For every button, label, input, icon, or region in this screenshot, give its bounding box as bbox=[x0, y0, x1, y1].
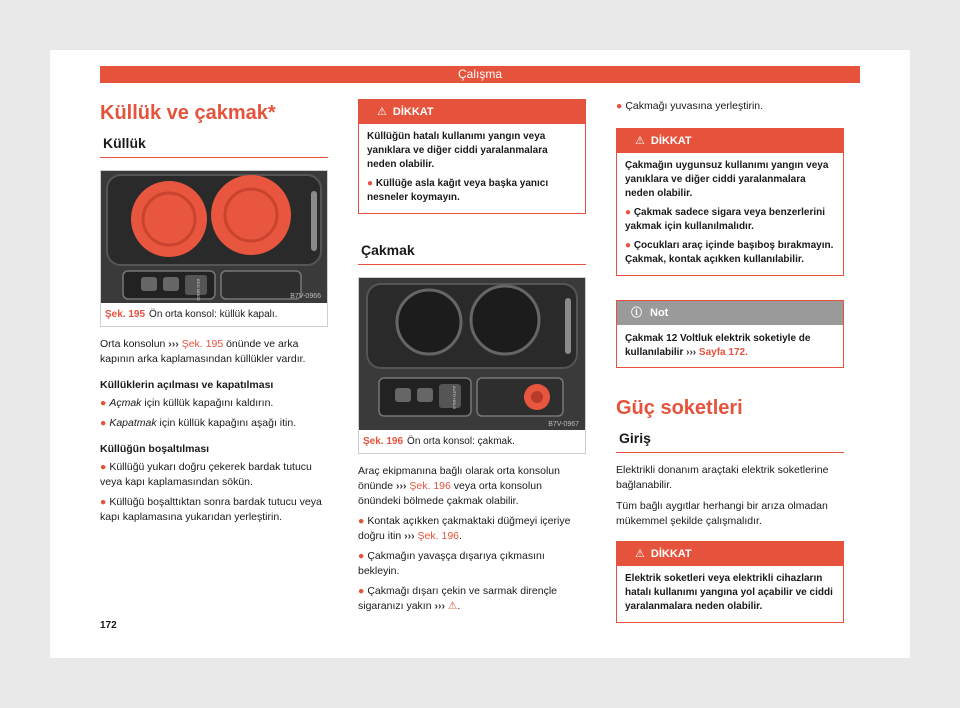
bullet-emphasis: Açmak bbox=[109, 397, 142, 409]
bullet-icon: ● bbox=[367, 178, 376, 189]
emptying-heading: Küllüğün boşaltılması bbox=[100, 443, 210, 455]
warning-header bbox=[359, 100, 585, 124]
bullet-icon: ● bbox=[100, 417, 107, 429]
bullet-icon: ● bbox=[100, 496, 107, 508]
open-close-heading: Küllüklerin açılması ve kapatılması bbox=[100, 379, 274, 391]
lighter-console-image bbox=[359, 278, 585, 430]
column-2 bbox=[358, 99, 586, 614]
warning-text: Çakmağın uygunsuz kullanımı yangın veya yanıklara ve diğer ciddi yaralanmalara neden olabilir. bbox=[625, 160, 829, 199]
figure-caption-text: Ön orta konsol: küllük kapalı. bbox=[149, 309, 278, 320]
bullet-icon: ● bbox=[100, 461, 107, 473]
bullet-emphasis: Kapatmak bbox=[109, 417, 157, 429]
bullet-icon: ● bbox=[616, 100, 623, 112]
figure-196 bbox=[358, 277, 586, 454]
note-box bbox=[616, 300, 844, 368]
power-intro-paragraph: Elektrikli donanım araçtaki elektrik soketlerine bağlanabilir. bbox=[616, 464, 829, 491]
warning-bullet-text: Küllüğe asla kağıt veya başka yanıcı nesneler koymayın. bbox=[367, 178, 549, 203]
figure-link[interactable]: Şek. 196 bbox=[409, 480, 451, 492]
warning-triangle-icon: ⚠ bbox=[377, 106, 387, 118]
subsection-title-intro bbox=[616, 430, 844, 453]
figure-ref: Şek. 195 bbox=[105, 309, 146, 320]
list-item bbox=[616, 99, 844, 114]
subsection-title-ashtray bbox=[100, 135, 328, 158]
power-devices-paragraph: Tüm bağlı aygıtlar herhangi bir arıza olmadan mükemmel şekilde çalışmalıdır. bbox=[616, 500, 828, 527]
note-body bbox=[617, 325, 843, 367]
warning-box-sockets bbox=[616, 541, 844, 623]
list-item: ● Kontak açıkken çakmaktaki düğmeyi içeriye doğru itin ››› Şek. 196. bbox=[358, 515, 571, 542]
bullet-icon: ● bbox=[100, 397, 107, 409]
figure-link[interactable]: Şek. 196 bbox=[417, 530, 459, 542]
section-header: Çalışma bbox=[100, 66, 860, 83]
lighter-intro-paragraph bbox=[358, 464, 586, 509]
arrow-icon: ››› bbox=[434, 600, 445, 612]
list-item: ● Çakmağı dışarı çekin ve sarmak dirençle sigaranızı yakın ››› ⚠. bbox=[358, 585, 557, 612]
ashtray-intro-paragraph bbox=[100, 337, 328, 367]
bullet-text: Çakmağı dışarı çekin ve sarmak dirençle sigaranızı yakın bbox=[358, 585, 557, 612]
warning-bullet-text: Çakmak sadece sigara veya benzerlerini yakmak için kullanılmalıdır. bbox=[625, 207, 826, 232]
warning-bullet bbox=[367, 177, 577, 205]
warning-text: Elektrik soketleri veya elektrikli cihazların hatalı kullanımı yangına yol açabilir ve ciddi yaralanmalara neden olabilir. bbox=[625, 573, 833, 612]
bullet-icon: ● bbox=[358, 515, 365, 527]
bullet-text: için küllük kapağını aşağı itin. bbox=[159, 417, 297, 429]
column-3 bbox=[616, 99, 844, 623]
subsection-title-lighter bbox=[358, 242, 586, 265]
arrow-icon: ››› bbox=[404, 530, 415, 542]
figure-code: B7V-0967 bbox=[548, 421, 579, 428]
bullet-icon: ● bbox=[625, 240, 634, 251]
figure-link[interactable]: Şek. 195 bbox=[181, 338, 224, 350]
page-link[interactable]: Sayfa 172. bbox=[698, 347, 748, 358]
column-1 bbox=[100, 95, 328, 525]
paragraph-text-b: veya orta konsolun önündeki bölmede çakmak olabilir. bbox=[358, 480, 542, 507]
intro-text-b: önünde ve arka kapının arka kaplamasından küllükler vardır. bbox=[100, 338, 306, 365]
list-item bbox=[100, 495, 328, 525]
figure-button-label: ECO MODE bbox=[196, 279, 201, 301]
warning-bullet-text: Çocukları araç içinde başıboş bırakmayın. Çakmak, kontak açıkken kullanılabilir. bbox=[625, 240, 834, 265]
intro-text-a: Orta konsolun bbox=[100, 338, 166, 350]
list-item bbox=[100, 460, 328, 490]
page-title: Küllük ve çakmak* bbox=[100, 102, 276, 124]
list-item bbox=[100, 416, 328, 431]
warning-body bbox=[617, 153, 843, 275]
subsection-title-text: Giriş bbox=[619, 430, 651, 446]
warning-triangle-icon[interactable]: ⚠ bbox=[447, 600, 458, 612]
warning-bullet bbox=[625, 239, 835, 267]
ashtray-console-image bbox=[101, 171, 327, 303]
bullet-text: Çakmağın yavaşça dışarıya çıkmasını bekleyin. bbox=[358, 550, 545, 577]
info-icon: ⓘ bbox=[631, 307, 642, 319]
subsection-title-text: Çakmak bbox=[361, 242, 415, 258]
warning-label: DİKKAT bbox=[650, 135, 692, 147]
figure-caption bbox=[101, 303, 327, 326]
figure-caption-text: Ön orta konsol: çakmak. bbox=[407, 436, 515, 447]
warning-box-ashtray bbox=[358, 99, 586, 214]
bullet-text: Kontak açıkken çakmaktaki düğmeyi içeriye doğru itin bbox=[358, 515, 571, 542]
bullet-text: Küllüğü boşalttıktan sonra bardak tutucu veya kapı kaplamasına yukarıdan yerleştirin. bbox=[100, 496, 322, 523]
warning-box-lighter bbox=[616, 128, 844, 276]
bullet-text: için küllük kapağını kaldırın. bbox=[144, 397, 274, 409]
arrow-icon: ››› bbox=[168, 338, 179, 350]
note-text: Çakmak 12 Voltluk elektrik soketiyle de kullanılabilir bbox=[625, 333, 811, 358]
warning-triangle-icon: ⚠ bbox=[635, 548, 645, 560]
bullet-text: Küllüğü yukarı doğru çekerek bardak tutucu veya kapı kaplamasından sökün. bbox=[100, 461, 312, 488]
note-header bbox=[617, 301, 843, 325]
warning-label: DİKKAT bbox=[650, 548, 692, 560]
note-label: Not bbox=[650, 307, 669, 319]
figure-caption bbox=[359, 430, 585, 453]
warning-header bbox=[617, 542, 843, 566]
list-item bbox=[358, 549, 586, 579]
bullet-text: Çakmağı yuvasına yerleştirin. bbox=[625, 100, 764, 112]
warning-body bbox=[617, 566, 843, 622]
warning-bullet bbox=[625, 206, 835, 234]
subsection-title-text: Küllük bbox=[103, 135, 146, 151]
paragraph-text-a: Araç ekipmanına bağlı olarak orta konsolun önünde bbox=[358, 465, 560, 492]
warning-triangle-icon: ⚠ bbox=[635, 135, 645, 147]
figure-button-label: AUTO HOLD bbox=[452, 386, 457, 410]
arrow-icon: ››› bbox=[686, 347, 697, 358]
figure-195 bbox=[100, 170, 328, 327]
section-title-power-sockets: Güç soketleri bbox=[616, 397, 743, 419]
warning-header bbox=[617, 129, 843, 153]
warning-text: Küllüğün hatalı kullanımı yangın veya yanıklara ve diğer ciddi yaralanmalara neden olabilir. bbox=[367, 131, 548, 170]
bullet-icon: ● bbox=[358, 550, 365, 562]
bullet-icon: ● bbox=[625, 207, 634, 218]
warning-body bbox=[359, 124, 585, 213]
bullet-icon: ● bbox=[358, 585, 365, 597]
warning-label: DİKKAT bbox=[392, 106, 434, 118]
page-number: 172 bbox=[100, 620, 117, 631]
figure-ref: Şek. 196 bbox=[363, 436, 404, 447]
list-item bbox=[100, 396, 328, 411]
arrow-icon: ››› bbox=[395, 480, 407, 492]
figure-code: B7V-0966 bbox=[290, 293, 321, 300]
